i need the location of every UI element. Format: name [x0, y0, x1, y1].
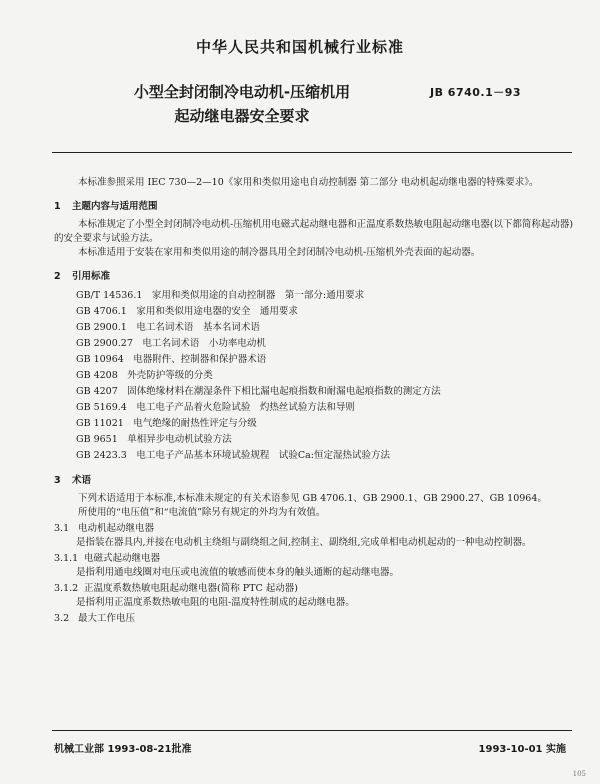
reference-item: GB 10964 电器附件、控制器和保护器术语 — [76, 354, 267, 365]
reference-item: GB 2900.27 电工名词术语 小功率电动机 — [76, 338, 266, 349]
standard-title — [92, 80, 392, 128]
section-1-paragraph-2: 本标准适用于安装在家用和类似用途的制冷器具用全封闭制冷电动机-压缩机外壳表面的起动器。 — [78, 247, 481, 258]
reference-item: GB 5169.4 电工电子产品着火危险试验 灼热丝试验方法和导则 — [76, 402, 355, 413]
section-3-heading: 3 术语 — [54, 475, 92, 486]
reference-item: GB/T 14536.1 家用和类似用途的自动控制器 第一部分:通用要求 — [76, 290, 365, 301]
section-3-paragraph-2: 所使用的“电压值”和“电流值”除另有规定的外均为有效值。 — [78, 507, 326, 518]
intro-paragraph: 本标准参照采用 IEC 730—2—10《家用和类似用途电自动控制器 第二部分 电动机起动继电器的特殊要求》。 — [78, 177, 539, 188]
term-3-1-definition: 是指装在器具内,并接在电动机主绕组与副绕组之间,控制主、副绕组,完成单相电动机起动的一种电动控制器。 — [76, 537, 532, 548]
section-3-paragraph-1: 下列术语适用于本标准,本标准未规定的有关术语参见 GB 4706.1、GB 2900.1、GB 2900.27、GB 10964。 — [78, 493, 547, 504]
term-3-1-heading: 3.1 电动机起动继电器 — [54, 523, 155, 534]
document-body — [54, 176, 574, 626]
effective-date: 1993-10-01 实施 — [478, 744, 566, 755]
reference-item: GB 4208 外壳防护等级的分类 — [76, 370, 213, 381]
reference-item: GB 2900.1 电工名词术语 基本名词术语 — [76, 322, 260, 333]
term-3-1-1-definition: 是指利用通电线圈对电压或电流值的敏感而使本身的触头通断的起动继电器。 — [76, 567, 400, 578]
reference-item: GB 2423.3 电工电子产品基本环境试验规程 试验Ca:恒定湿热试验方法 — [76, 450, 390, 461]
approval-date: 机械工业部 1993-08-21批准 — [54, 744, 192, 755]
reference-item: GB 9651 单相异步电动机试验方法 — [76, 434, 232, 445]
reference-item: GB 11021 电气绝缘的耐热性评定与分级 — [76, 418, 257, 429]
section-2-heading: 2 引用标准 — [54, 271, 111, 282]
term-3-1-1-heading: 3.1.1 电磁式起动继电器 — [54, 553, 161, 564]
section-1-paragraph-1: 本标准规定了小型全封闭制冷电动机-压缩机用电磁式起动继电器和正温度系数热敏电阻起动继电器(以下都简称起动器)的安全要求与试验方法。 — [54, 219, 574, 244]
page-number: 105 — [572, 770, 586, 778]
standard-code: JB 6740.1－93 — [430, 86, 522, 99]
term-3-1-2-heading: 3.1.2 正温度系数热敏电阻起动继电器(简称 PTC 起动器) — [54, 583, 298, 594]
reference-list — [54, 288, 574, 464]
title-line-2: 起动继电器安全要求 — [174, 107, 310, 125]
reference-item: GB 4207 固体绝缘材料在潮湿条件下相比漏电起痕指数和耐漏电起痕指数的测定方法 — [76, 386, 441, 397]
issuing-organization: 中华人民共和国机械行业标准 — [195, 38, 404, 56]
title-line-1: 小型全封闭制冷电动机-压缩机用 — [133, 83, 351, 101]
section-1-heading: 1 主题内容与适用范围 — [54, 201, 158, 212]
reference-item: GB 4706.1 家用和类似用途电器的安全 通用要求 — [76, 306, 298, 317]
header-divider — [52, 152, 572, 153]
term-3-2-heading: 3.2 最大工作电压 — [54, 613, 136, 624]
term-3-1-2-definition: 是指利用正温度系数热敏电阻的电阻-温度特性制成的起动继电器。 — [76, 597, 355, 608]
footer-divider — [52, 730, 572, 731]
